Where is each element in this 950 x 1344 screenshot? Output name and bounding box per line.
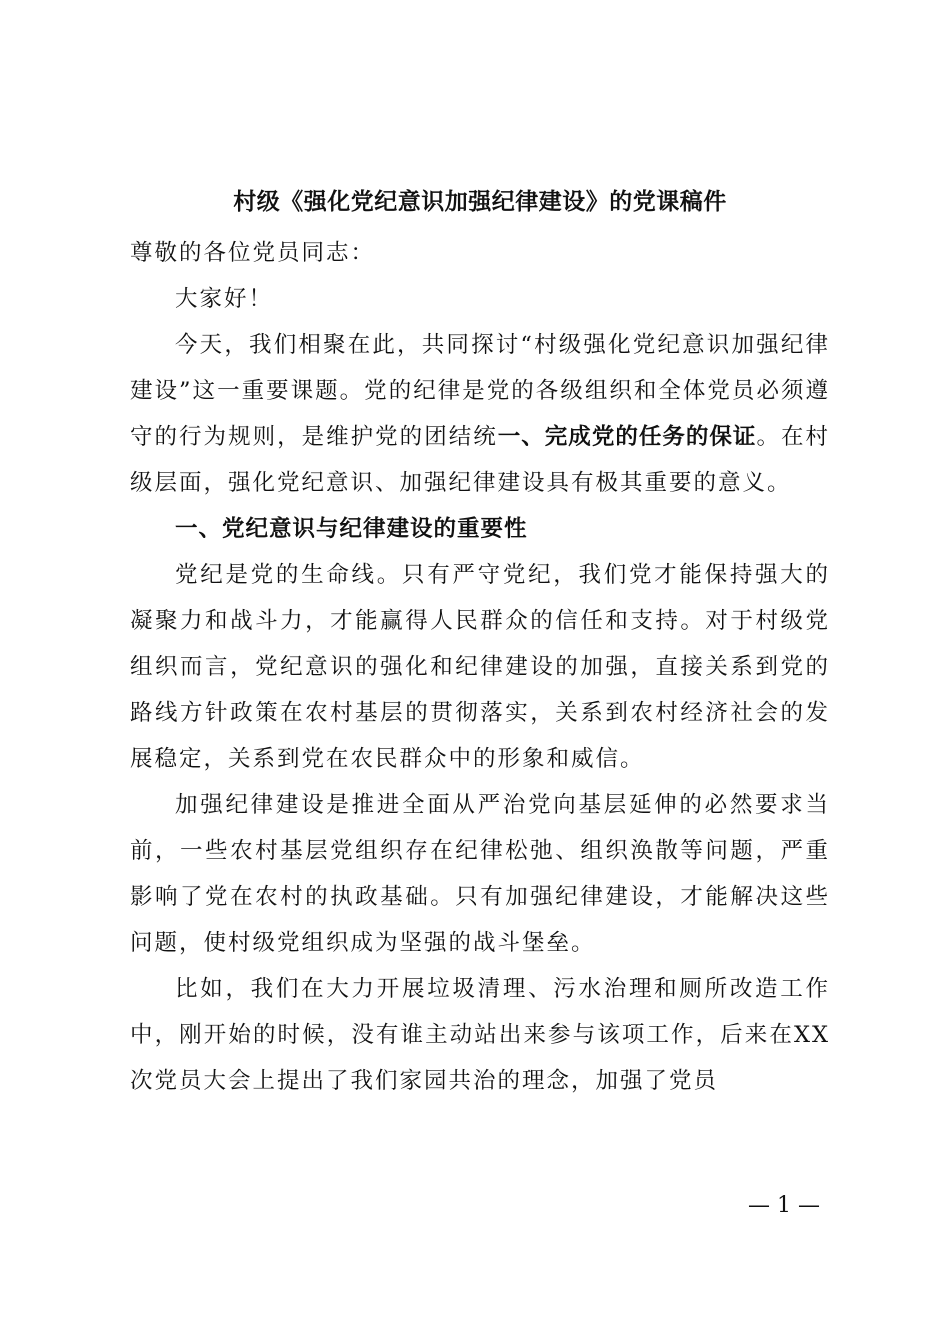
body-paragraph: 加强纪律建设是推进全面从严治党向基层延伸的必然要求当前，一些农村基层党组织存在纪律松弛、组织涣散等问题，严重影响了党在农村的执政基础。只有加强纪律建设，才能解决这些问题，使村级党组织成为坚强的战斗堡垒。 (130, 792, 830, 956)
intro-paragraph (130, 322, 830, 506)
body-paragraph: 党纪是党的生命线。只有严守党纪，我们党才能保持强大的凝聚力和战斗力，才能赢得人民群众的信任和支持。对于村级党组织而言，党纪意识的强化和纪律建设的加强，直接关系到党的路线方针政策在农村基层的贯彻落实，关系到农村经济社会的发展稳定，关系到党在农民群众中的形象和威信。 (130, 562, 830, 772)
document-body (130, 230, 830, 1104)
document-title: 村级《强化党纪意识加强纪律建设》的党课稿件 (233, 188, 727, 215)
salutation: 尊敬的各位党员同志： (130, 240, 376, 266)
page-number: — 1 — (748, 1193, 820, 1218)
body-paragraph: 比如，我们在大力开展垃圾清理、污水治理和厕所改造工作中，刚开始的时候，没有谁主动站出来参与该项工作，后来在XX次党员大会上提出了我们家园共治的理念，加强了党员 (130, 976, 830, 1094)
greeting: 大家好！ (175, 286, 274, 312)
intro-bold-text: 一、完成党的任务的保证 (497, 424, 757, 450)
section-heading: 一、党纪意识与纪律建设的重要性 (175, 516, 528, 542)
intro-text-part1: 今天，我们相聚在此，共同探讨“村级强化党纪意识加强纪律建设”这一重要课题。党的纪律是党的各级组织和全体党员必须遵守的行为规则，是维护党的团结统 (130, 332, 830, 450)
intro-text-part2: 。在村级层面，强化党纪意识、加强纪律建设具有极其重要的意义。 (130, 424, 830, 496)
